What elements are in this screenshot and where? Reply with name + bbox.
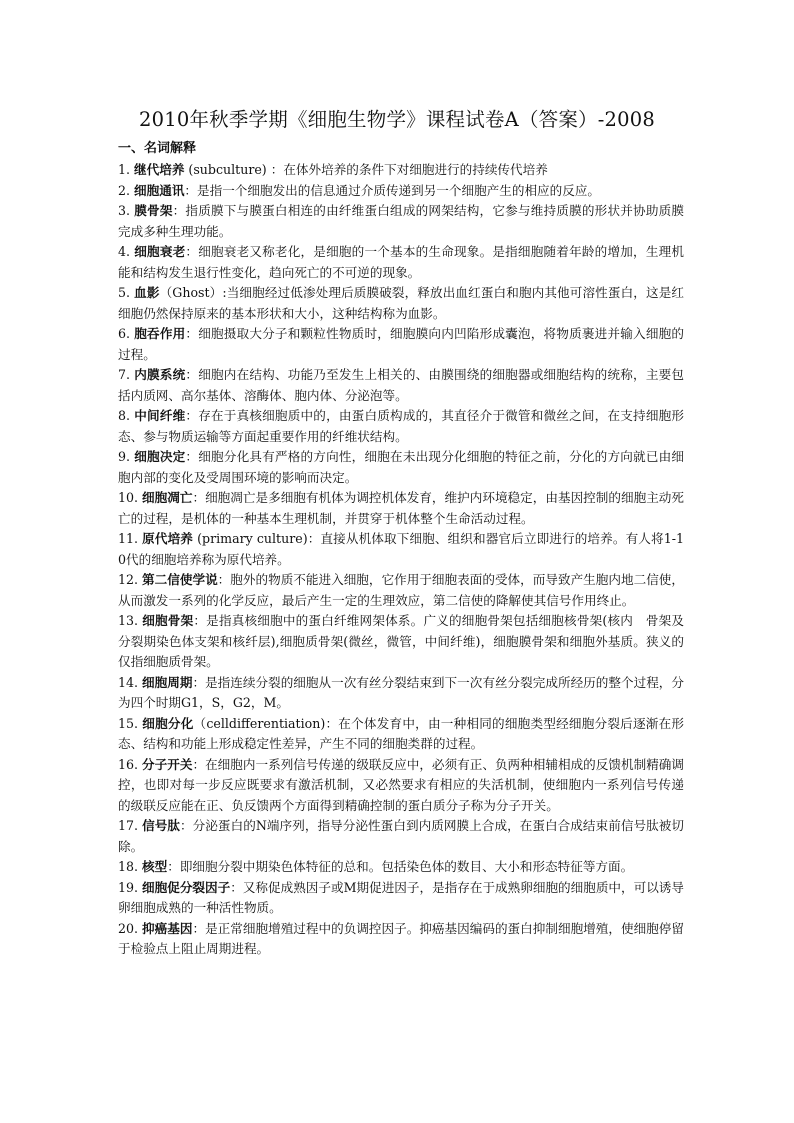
term-item [118, 181, 684, 202]
term-definition: ：是指一个细胞发出的信息通过介质传递到另一个细胞产生的相应的反应。 [184, 182, 601, 198]
term-definition: ：又称促成熟因子或M期促进因子，是指存在于成熟卵细胞的细胞质中，可以诱导卵细胞成熟的一种活性物质。 [118, 879, 684, 915]
term-name: 细胞分化 [142, 715, 194, 731]
term-definition: ：细胞内在结构、功能乃至发生上相关的、由膜围绕的细胞器或细胞结构的统称，主要包括内质网、高尔基体、溶酶体、胞内体、分泌泡等。 [118, 367, 685, 403]
term-definition: ：细胞凋亡是多细胞有机体为调控机体发育，维护内环境稳定，由基因控制的细胞主动死亡的过程，是机体的一种基本生理机制，并贯穿于机体整个生命活动过程。 [118, 490, 684, 526]
term-item [118, 816, 684, 857]
term-number: 16. [118, 756, 139, 772]
term-definition: （Ghost）:当细胞经过低渗处理后质膜破裂，释放出血红蛋白和胞内其他可溶性蛋白，这是红细胞仍然保持原来的基本形状和大小，这种结构称为血影。 [118, 285, 684, 321]
term-item [118, 447, 684, 488]
term-name: 膜骨架 [134, 203, 173, 218]
term-number: 4. [118, 244, 131, 259]
term-number: 8. [118, 408, 131, 423]
term-definition: (subculture) ：在体外培养的条件下对细胞进行的持续传代培养 [184, 162, 548, 177]
term-item [118, 611, 684, 673]
term-name: 细胞通讯 [134, 182, 185, 198]
term-name: 核型 [142, 859, 168, 874]
term-definition: ：胞外的物质不能进入细胞，它作用于细胞表面的受体，而导致产生胞内地二信使，从而激发一系列的化学反应，最后产生一定的生理效应，第二信使的降解使其信号作用终止。 [118, 572, 684, 608]
term-definition: ：细胞分化具有严格的方向性，细胞在未出现分化细胞的特征之前，分化的方向就已由细胞内部的变化及受周围环境的影响而决定。 [118, 449, 685, 485]
term-definition: ：分泌蛋白的N端序列，指导分泌性蛋白到内质网膜上合成，在蛋白合成结束前信号肽被切除。 [118, 818, 684, 854]
term-number: 11. [118, 531, 139, 546]
term-number: 9. [118, 449, 131, 464]
term-list [118, 160, 684, 960]
term-name: 细胞衰老 [134, 244, 186, 259]
term-number: 14. [118, 674, 139, 690]
term-name: 抑癌基因 [142, 920, 193, 936]
term-number: 20. [118, 920, 139, 936]
term-definition: ：细胞摄取大分子和颗粒性物质时，细胞膜向内凹陷形成囊泡，将物质裹进并输入细胞的过程。 [118, 326, 685, 362]
term-name: 继代培养 [134, 162, 185, 177]
term-name: 分子开关 [142, 756, 193, 772]
section-heading: 一、名词解释 [118, 141, 197, 156]
term-item [118, 365, 684, 406]
term-name: 细胞凋亡 [142, 490, 193, 505]
term-number: 10. [118, 490, 139, 505]
term-item [118, 714, 684, 755]
term-name: 细胞骨架 [142, 613, 194, 628]
term-number: 18. [118, 859, 139, 874]
term-number: 19. [118, 879, 139, 895]
term-name: 血影 [134, 285, 160, 300]
term-item [118, 755, 684, 817]
term-item [118, 857, 684, 878]
term-item [118, 283, 684, 324]
term-number: 5. [118, 285, 131, 300]
term-definition: ：指质膜下与膜蛋白相连的由纤维蛋白组成的网架结构，它参与维持质膜的形状并协助质膜完成多种生理功能。 [118, 203, 684, 239]
document-body [118, 139, 684, 960]
term-item [118, 878, 684, 919]
term-definition: ：细胞衰老又称老化，是细胞的一个基本的生命现象。是指细胞随着年龄的增加，生理机能和结构发生退行性变化，趋向死亡的不可逆的现象。 [118, 244, 685, 280]
term-item [118, 406, 684, 447]
term-name: 信号肽 [142, 818, 181, 833]
term-definition: ：在细胞内一系列信号传递的级联反应中，必须有正、负两种相辅相成的反馈机制精确调控，也即对每一步反应既要求有激活机制，又必然要求有相应的失活机制，使细胞内一系列信号传递的级联反应能在正、负反馈两个方面得到精确控制的蛋白质分子称为分子开关。 [118, 756, 684, 813]
term-item [118, 570, 684, 611]
term-name: 中间纤维 [134, 408, 186, 423]
term-name: 胞吞作用 [134, 326, 186, 341]
term-definition: （celldifferentiation)：在个体发育中，由一种相同的细胞类型经细胞分裂后逐渐在形态、结构和功能上形成稳定性差异，产生不同的细胞类群的过程。 [118, 715, 684, 751]
term-name: 第二信使学说 [142, 572, 218, 587]
document-title: 2010年秋季学期《细胞生物学》课程试卷A（答案）-2008 [139, 108, 655, 131]
term-item [118, 488, 684, 529]
term-definition: ：存在于真核细胞质中的，由蛋白质构成的，其直径介于微管和微丝之间，在支持细胞形态、参与物质运输等方面起重要作用的纤维状结构。 [118, 408, 685, 444]
term-definition: ：是指真核细胞中的蛋白纤维网架体系。广义的细胞骨架包括细胞核骨架(核内 骨架及分裂期染色体支架和核纤层),细胞质骨架(微丝，微管，中间纤维)，细胞膜骨架和细胞外基质。狭义的仅指细胞质骨架。 [118, 613, 685, 669]
term-item [118, 201, 684, 242]
term-definition: ：即细胞分裂中期染色体特征的总和。包括染色体的数目、大小和形态特征等方面。 [167, 859, 634, 874]
term-number: 12. [118, 572, 139, 587]
term-name: 细胞周期 [142, 674, 193, 690]
term-definition: (primary culture)：直接从机体取下细胞、组织和器官后立即进行的培养。有人将1-10代的细胞培养称为原代培养。 [118, 531, 684, 567]
term-number: 13. [118, 613, 139, 628]
term-item [118, 529, 684, 570]
term-number: 2. [118, 182, 131, 198]
term-item [118, 324, 684, 365]
term-number: 17. [118, 818, 139, 833]
term-number: 3. [118, 203, 131, 218]
term-item [118, 919, 684, 960]
term-item [118, 160, 684, 181]
term-definition: ：是正常细胞增殖过程中的负调控因子。抑癌基因编码的蛋白抑制细胞增殖，使细胞停留于检验点上阻止周期进程。 [118, 920, 684, 956]
term-name: 细胞促分裂因子 [142, 879, 231, 895]
term-number: 7. [118, 367, 131, 382]
term-number: 15. [118, 715, 139, 731]
term-item [118, 673, 684, 714]
term-name: 原代培养 [142, 531, 194, 546]
term-name: 内膜系统 [134, 367, 186, 382]
term-number: 1. [118, 162, 131, 177]
term-number: 6. [118, 326, 131, 341]
term-item [118, 242, 684, 283]
term-name: 细胞决定 [134, 449, 186, 464]
term-definition: ：是指连续分裂的细胞从一次有丝分裂结束到下一次有丝分裂完成所经历的整个过程，分为四个时期G1，S，G2，M。 [118, 674, 684, 710]
